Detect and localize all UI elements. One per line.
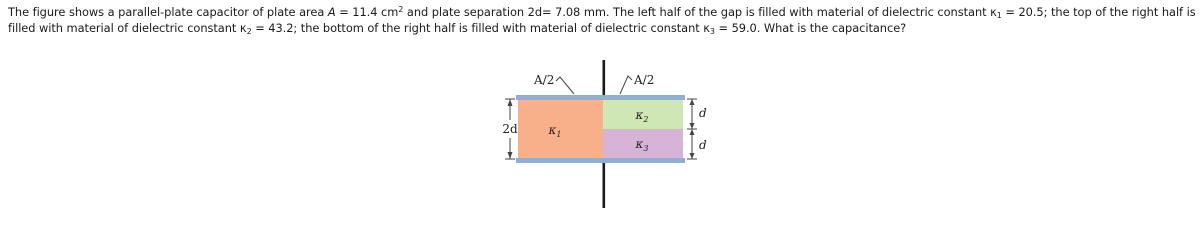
kappa-3-value: = 59.0. What is the capacitance? xyxy=(718,21,907,35)
kappa-1-symbol: κ xyxy=(990,5,997,19)
right-half-pointer xyxy=(620,76,632,94)
right-half-area-label: A/2 xyxy=(634,73,655,87)
kappa-2-label-symbol: κ xyxy=(635,108,644,122)
d-upper-up-arrow xyxy=(690,99,695,105)
d-lower-down-arrow xyxy=(690,153,695,159)
kappa-2-label-subscript: 2 xyxy=(643,115,649,124)
kappa-1-label-subscript: 1 xyxy=(556,130,562,139)
gap-dim-up-arrow xyxy=(508,99,513,106)
gap-label xyxy=(502,122,518,136)
separation-symbol: 2d xyxy=(527,5,543,19)
gap-dim-down-arrow xyxy=(508,152,513,159)
gap-label-text: 2d xyxy=(502,122,518,136)
capacitor-figure xyxy=(496,58,728,208)
kappa-2-value: = 43.2; the bottom of the right half is filled with material of dielectric constant xyxy=(255,21,700,35)
separation-lead: and plate separation xyxy=(403,5,525,19)
d-bottom-label: d xyxy=(699,138,707,152)
capacitor-diagram xyxy=(496,58,728,208)
kappa-3-label-symbol: κ xyxy=(635,137,644,151)
top-plate xyxy=(516,95,685,100)
kappa-2-subscript: 2 xyxy=(246,27,252,36)
separation-value: = 7.08 mm. The left half of the gap is filled with material of dielectric constant xyxy=(542,5,987,19)
left-half-pointer xyxy=(556,77,574,94)
left-half-area-label: A/2 xyxy=(534,73,555,87)
kappa-2-symbol: κ xyxy=(239,21,247,35)
d-top-label: d xyxy=(699,106,707,120)
kappa-3-subscript: 3 xyxy=(709,27,715,36)
d-upper-down-arrow xyxy=(690,123,695,129)
bottom-wire xyxy=(603,162,606,208)
area-symbol: A xyxy=(327,5,336,19)
top-wire xyxy=(603,60,606,96)
dielectric-k1-region xyxy=(518,100,603,158)
area-exponent: 2 xyxy=(398,5,404,14)
kappa-1-subscript: 1 xyxy=(996,11,1002,20)
question-intro: The figure shows a parallel-plate capacitor of plate area xyxy=(8,5,325,19)
question-text xyxy=(8,4,1198,36)
kappa-1-value: = 20.5; the top of the right half is filled with material of dielectric constant xyxy=(8,5,1196,35)
kappa-3-label-subscript: 3 xyxy=(643,144,649,153)
area-value: = 11.4 cm xyxy=(339,5,399,19)
kappa-1-label-symbol: κ xyxy=(548,123,557,137)
d-lower-up-arrow xyxy=(690,129,695,135)
kappa-3-symbol: κ xyxy=(703,21,710,35)
bottom-plate xyxy=(516,158,685,163)
